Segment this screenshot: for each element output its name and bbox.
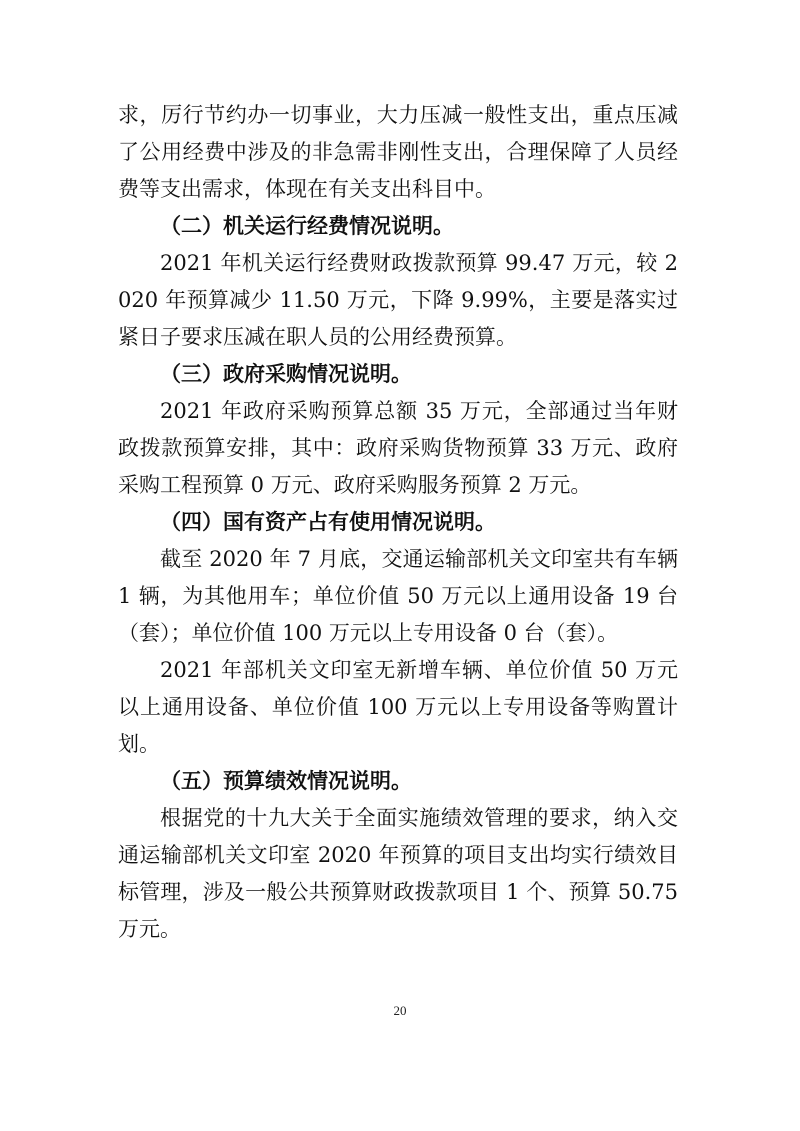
section-heading-government-procurement: （三）政府采购情况说明。 — [160, 362, 412, 386]
section-heading-office-operating-costs: （二）机关运行经费情况说明。 — [160, 214, 454, 238]
section-heading-performance: （五）预算绩效情况说明。 — [160, 769, 412, 793]
paragraph-procurement: 2021 年政府采购预算总额 35 万元，全部通过当年财政拨款预算安排，其中：政府采购货物预算 33 万元、政府采购工程预算 0 万元、政府采购服务预算 2 万元。 — [118, 399, 678, 497]
document-body — [118, 97, 685, 948]
paragraph-assets-plan: 2021 年部机关文印室无新增车辆、单位价值 50 万元以上通用设备、单位价值 100 万元以上专用设备等购置计划。 — [118, 658, 678, 756]
page-number: 20 — [393, 1003, 407, 1018]
paragraph-assets-holdings: 截至 2020 年 7 月底，交通运输部机关文印室共有车辆 1 辆，为其他用车；单位价值 50 万元以上通用设备 19 台（套）；单位价值 100 万元以上专用设备 0 台（套）。 — [118, 547, 685, 645]
paragraph-continuation: 求，厉行节约办一切事业，大力压减一般性支出，重点压减了公用经费中涉及的非急需非刚性支出，合理保障了人员经费等支出需求，体现在有关支出科目中。 — [118, 103, 678, 201]
section-heading-state-assets: （四）国有资产占有使用情况说明。 — [160, 510, 496, 534]
paragraph-operating-costs: 2021 年机关运行经费财政拨款预算 99.47 万元，较 2020 年预算减少 11.50 万元，下降 9.99%，主要是落实过紧日子要求压减在职人员的公用经费预算。 — [118, 251, 678, 349]
paragraph-performance: 根据党的十九大关于全面实施绩效管理的要求，纳入交通运输部机关文印室 2020 年预算的项目支出均实行绩效目标管理，涉及一般公共预算财政拨款项目 1 个、预算 50.75 万元。 — [118, 806, 685, 941]
